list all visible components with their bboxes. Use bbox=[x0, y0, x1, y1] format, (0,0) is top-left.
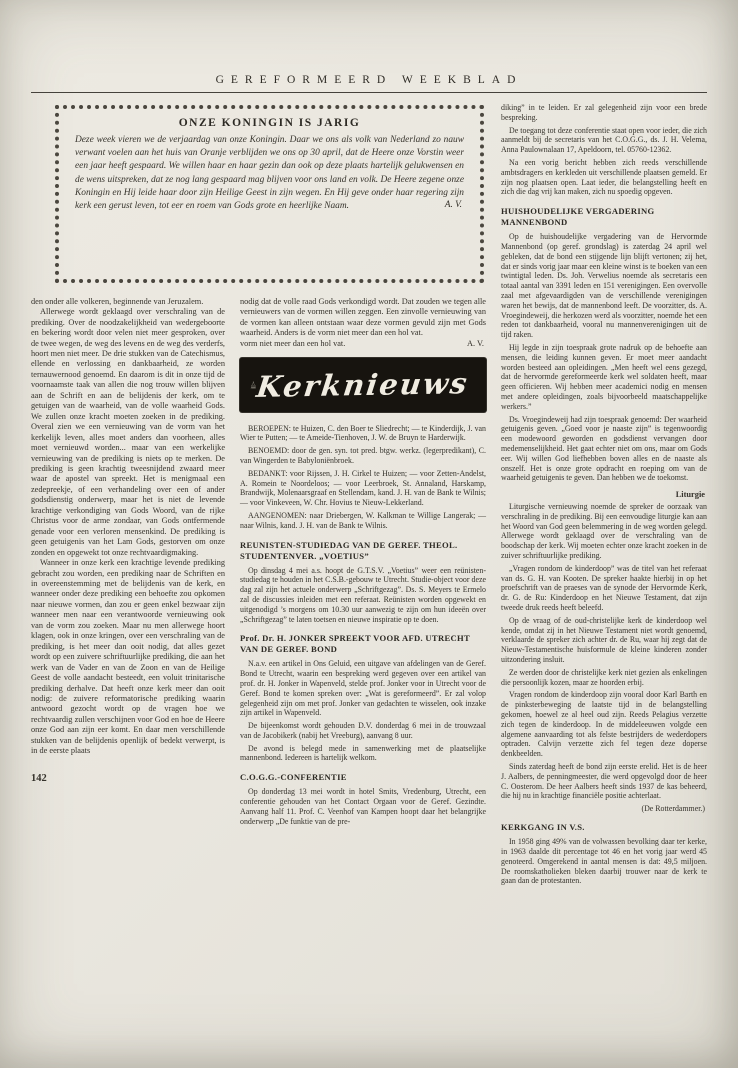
article-signature: A. V. bbox=[467, 338, 484, 348]
masthead-title: GEREFORMEERD WEEKBLAD bbox=[215, 74, 523, 86]
paragraph: den onder alle volkeren, beginnende van Jeruzalem. bbox=[31, 296, 204, 306]
news-item: BEDANKT: voor Rijssen, J. H. Cirkel te Huizen; — voor Zetten-Andelst, A. Romein te Noordeloos; — voor Leerbroek, St. Annaland, Harskamp, Brandwijk, Molenaarsgraaf en Stellendam, kand. J. H. van de Bank te Wilnis; — voor Vinkeveen, W. Chr. Hovius te Nieuw-Lekkerland. bbox=[240, 468, 486, 508]
paragraph: vorm niet meer dan een hol vat. bbox=[240, 338, 346, 348]
lead-article-box bbox=[55, 105, 484, 283]
page-content bbox=[31, 0, 707, 889]
section-subheading: Liturgie bbox=[675, 490, 705, 500]
kerknieuws-banner bbox=[240, 358, 486, 412]
paragraph: De toegang tot deze conferentie staat open voor ieder, die zich aanmeldt bij de secretaris van het C.O.G.G., ds. J. H. Velema, Anna Paulownalaan 17, Apeldoorn, tel. 05760-12362. bbox=[501, 125, 707, 155]
masthead-rule bbox=[31, 92, 707, 93]
paragraph: Ze werden door de christelijke kerk niet gezien als enkelingen die persoonlijk kozen, maar ze hoorden erbij. bbox=[501, 667, 707, 687]
column-layout bbox=[31, 103, 707, 889]
section-heading: C.O.G.G.-CONFERENTIE bbox=[240, 772, 347, 783]
news-item: BEROEPEN: te Huizen, C. den Boer te Sliedrecht; — te Kinderdijk, J. van Wier te Putten; — te Ameide-Tienhoven, J. W. de Bruyn te Harderwijk. bbox=[240, 423, 486, 443]
lead-article-signature: A. V. bbox=[444, 200, 462, 211]
section-heading: Prof. Dr. H. JONKER SPREEKT VOOR AFD. UTRECHT VAN DE GEREF. BOND bbox=[240, 633, 470, 655]
left-column bbox=[31, 297, 225, 889]
paragraph: Na een vorig bericht hebben zich reeds verschillende ambtsdragers en kerkleden uit verschillende plaatsen gemeld. Er zijn nog plaatsen open. Laat ieder, die belangstelling heeft en zich die dag vrij kan maken, zich nu spoedig opgeven. bbox=[501, 157, 707, 197]
kerknieuws-logo: Kerknieuws bbox=[254, 365, 471, 404]
paragraph: In 1958 ging 49% van de volwassen bevolking daar ter kerke, in 1963 daalde dit percentage tot 46 en het vorig jaar werd 45 genoteerd. Omgerekend in aantal mensen is dat: 49,5 miljoen. De roomskatholieken bleken daarbij trouwer naar de kerk te gaan dan de protestanten. bbox=[501, 837, 707, 886]
paragraph: nodig dat de volle raad Gods verkondigd wordt. Dat zouden we tegen alle vernieuwers van de vormen willen zeggen. Een zinvolle vernieuwing van de vormen kan alleen ontstaan waar deze vormen gevuld zijn met Gods waarheid. Anders is de vorm niet meer dan een hol vat. bbox=[240, 296, 486, 338]
section-voetius bbox=[240, 540, 486, 625]
paragraph: „Vragen rondom de kinderdoop” was de titel van het referaat van ds. G. H. van Kooten. De spreker haakte hierbij in op het proefschrift van de praeses van de synode der Hervormde Kerk, dr. G. de Ru: Kinderdoop en het Nieuwe Testament, dat zijn tweede druk reeds heeft beleefd. bbox=[501, 563, 707, 613]
paragraph: Vragen rondom de kinderdoop zijn vooral door Karl Barth en de pinksterbeweging de laatste tijd in de belangstelling gekomen, hoewel ze al heel oud zijn. Reeds Pelagius verzette zich tegen de kinderdoop. In de middeleeuwen volgde een algemene aanvaarding tot als felste bestrijders de wederdopers optraden. Calvijn verzette zich fel tegen deze doperse denkbeelden. bbox=[501, 690, 707, 759]
paragraph: Wanneer in onze kerk een krachtige levende prediking gebracht zou worden, een prediking naar de Schriften en in overeenstemming met de belijdenis van de kerk, en wanneer onder deze prediking een behoefte zou opkomen naar nieuwe vormen, dan zou er geen enkel bezwaar zijn wanneer men naar een verantwoorde vernieuwing ook van de vorm zou zoeken. Maar nu men allerwege hoort klagen, ook in onze kringen, over een verschraling van de prediking, is het meer dan ooit nodig, dat alles gezet wordt op een zuivere schriftuurlijke prediking, die aan het werk van de Vader en van de Zoon en van de Heilige Geest de volle aandacht besteedt, een voluit trinitarische prediking derhalve. Dat heeft onze kerk meer dan ooit nodig: de zuivere reformatorische prediking waarin antwoord gezocht wordt op de vragen hoe we rechtvaardig zullen verschijnen voor God en hoe de Heere onze God aan zijn eer komt. En daar men verschillende stukken van de belijdenis openlijk of bedekt verwerpt, is in de eerste plaats bbox=[31, 558, 225, 756]
section-jonker bbox=[240, 633, 486, 763]
paragraph: Op de huishoudelijke vergadering van de Hervormde Mannenbond (op geref. grondslag) is zaterdag 24 april wel gebleken, dat de bond een stijgende lijn blijft vertonen; zij het, dat er sinds vorig jaar maar een kleine winst is te boeken van een twintigtal leden. Ds. Joh. Verwelius noemde als secretaris een totaal aantal van 3391 leden en 151 verenigingen. Een overvolle zaal met afgevaardigden van de verschillende verenigingen waren het bewijs, dat de mannenbond leeft. De voorzitter, ds. A. Vroegindeweij, die herkozen werd als voorzitter, noemde het een reden tot dankbaarheid, vooral nu mannenverenigingen uit de tijd raken. bbox=[501, 232, 707, 340]
section-heading: HUISHOUDELIJKE VERGADERING MANNENBOND bbox=[501, 206, 655, 228]
paragraph: Allerwege wordt geklaagd over verschraling van de prediking. Over de noodzakelijkheid van wedergeboorte en bekering wordt door velen niet meer gesproken, over de twee wegen, de weg des levens en de weg des verderfs, hoort men niet meer. De drie stukken van de Catechismus, ellende en verlossing en dankbaarheid, ze worden ternauwernood genoemd. En daarom is dit in onze tijd de voornaamste taak van allen die nog trouw willen blijven aan de Schrift en aan de belijdenis der kerk, om te getuigen van de waarheid, van de volle waarheid Gods. We zullen onze kracht moeten zoeken in de prediking. Overal zien we een vernieuwing van de vorm van het kerkelijk leven, alles moet anders dan voorheen, alles moet vernieuwd worden... maar van een werkelijke vernieuwing van de prediking is niets op te merken. De prediking is geen krachtig tweesnijdend zwaard meer waar de apostel van spreekt. Het is menigmaal een zedepreekje, of een verhandeling over een of ander godsdienstig onderwerp, maar het is niet de levende krachtige verkondiging van Gods Woord, van de rijke Christus voor de arme zondaar, van Gods ontfermende genade voor een verloren mensenkind. De prediking is geen getuigenis van het Lam Gods, gestorven om onze zonden en opgewekt tot onze rechtvaardigmaking. bbox=[31, 307, 225, 557]
section-heading: REUNISTEN-STUDIEDAG VAN DE GEREF. THEOL. STUDENTENVER. „VOETIUS” bbox=[240, 539, 458, 561]
section-mannenbond bbox=[501, 206, 707, 483]
paragraph: Liturgische vernieuwing noemde de spreker de oorzaak van verschraling in de prediking. Bij een eenvoudige liturgie kan aan het Woord van God geen belemmering in de weg worden gelegd. Allerwege wordt geklaagd over de verschraling van de boodschap der kerk. Wij moeten echter onze kracht zoeken in de zuiver schriftuurlijke prediking. bbox=[501, 502, 707, 561]
news-item: BENOEMD: door de gen. syn. tot pred. btgw. werkz. (legerpredikant), C. van Wingerden te Babyloniënbroek. bbox=[240, 446, 486, 465]
lead-article-title: ONZE KONINGIN IS JARIG bbox=[178, 117, 361, 129]
paragraph: Hij legde in zijn toespraak grote nadruk op de behoefte aan mensen, die leiding kunnen geven. Er moet meer aandacht worden besteed aan opleidingen. „Men heeft wel eens gezegd, dat de hervormde gereformeerde kerk wel soldaten heeft, maar geen officieren. Wij hebben meer academici nodig en mensen met andere opleidingen, zoals bijvoorbeeld maatschappelijke werkers.” bbox=[501, 342, 707, 411]
news-item: AANGENOMEN: naar Driebergen, W. Kalkman te Willige Langerak; — naar Wilnis, kand. J. H. van de Bank te Wilnis. bbox=[240, 510, 486, 530]
paragraph: De bijeenkomst wordt gehouden D.V. donderdag 6 mei in de trouwzaal van de Jacobikerk (nabij het Vreeburg), aanvang 8 uur. bbox=[240, 721, 486, 740]
right-column bbox=[501, 103, 707, 889]
page-number: 142 bbox=[31, 772, 47, 784]
section-kerkgang bbox=[501, 822, 707, 886]
lead-article-body: Deze week vieren we de verjaardag van onze Koningin. Daar we ons als volk van Nederland zo nauw verwant voelen aan het huis van Oranje verblijden we ons op 30 april, dat de Heere onze Vorstin weer een jaar heeft gespaard. We willen haar en haar gezin dan ook op deze plaats hartelijk gelukwensen en de wens uitspreken, dat ze nog lang gespaard mag blijven voor ons land en volk. De Heere zegene onze Koningin en Hij leide haar door zijn Heilige Geest in zijn wegen. En Hij geve onder haar regering zijn kerk een gerust leven, tot eer en roem van Gods grote en heerlijke Naam. bbox=[75, 135, 464, 212]
paragraph: Op de vraag of de oud-christelijke kerk de kinderdoop wel kende, omdat zij in het Nieuwe Testament niet wordt genoemd, verklaarde de spreker zich achter dr. de Ru, waar hij zegt dat de Nieuw-Testamentische huisformule de kleine kinderen zonder uitzondering insluit. bbox=[501, 615, 707, 665]
paragraph: Op donderdag 13 mei wordt in hotel Smits, Vredenburg, Utrecht, een conferentie gehouden van het Contact Orgaan voor de Geref. Gezindte. Aanvang half 11. Prof. C. Veenhof van Kampen hoopt daar het belangrijke onderwerp „De funktie van de pre- bbox=[240, 787, 486, 826]
church-news-list bbox=[240, 424, 486, 531]
paragraph: Ds. Vroegindeweij had zijn toespraak genoemd: Der waarheid getuigenis geven. „Goed voor je naaste zijn” is tegenwoordig een modewoord geworden en godsdienst vervangen door medemenselijkheid. Het gaat echter niet om ons, maar om Gods eer. Wij willen God liefhebben boven alles en de naaste als onszelf. Het is onze grote opdracht en roeping om van de waarheid getuigenis te geven. Dan hebben we de toekomst. bbox=[501, 414, 707, 483]
source-attribution: (De Rotterdammer.) bbox=[641, 804, 705, 814]
paragraph: Sinds zaterdag heeft de bond zijn eerste erelid. Het is de heer J. Aalbers, de penningmeester, die werd opgevolgd door de heer C. Oosterom. De heer Aalbers heeft sinds 1937 de kas beheerd, die hij nu in krachtige financiële positie achterlaat. bbox=[501, 762, 707, 801]
section-liturgie bbox=[501, 490, 707, 813]
section-cogg bbox=[240, 772, 486, 826]
middle-column bbox=[240, 297, 486, 889]
paragraph: diking” in te leiden. Er zal gelegenheid zijn voor een brede bespreking. bbox=[501, 103, 707, 122]
paragraph: Op dinsdag 4 mei a.s. hoopt de G.T.S.V. „Voetius” weer een reünisten-studiedag te houden in het C.S.B.-gebouw te Utrecht. Studie-object voor deze dag zal zijn het actuele onderwerp „Schriftgezag”. Ds. S. Meyers te Ermelo zal de discussies inleiden met een referaat. Reünisten worden opgewekt en uitgenodigd ’s morgens om 10.30 uur aanwezig te zijn om hun ideeën over „Schriftgezag” te laten toetsen en nieuwe inspiratie op te doen. bbox=[240, 565, 486, 624]
section-heading: KERKGANG IN V.S. bbox=[501, 822, 585, 833]
paragraph: N.a.v. een artikel in Ons Geluid, een uitgave van afdelingen van de Geref. Bond te Utrecht, waarin een bespreking werd gegeven over een artikel van prof. dr. H. Jonker in Wapenveld, stelde prof. Jonker voor in Utrecht voor de Geref. Bond te komen spreken over: „Wat is gereformeerd”. Er zal volop gelegenheid zijn om met prof. Jonker van gedachten te wisselen, ook inzake zijn artikel in Wapenveld. bbox=[240, 659, 486, 718]
paragraph: De avond is belegd mede in samenwerking met de plaatselijke mannenbond. Iedereen is hartelijk welkom. bbox=[240, 743, 486, 763]
